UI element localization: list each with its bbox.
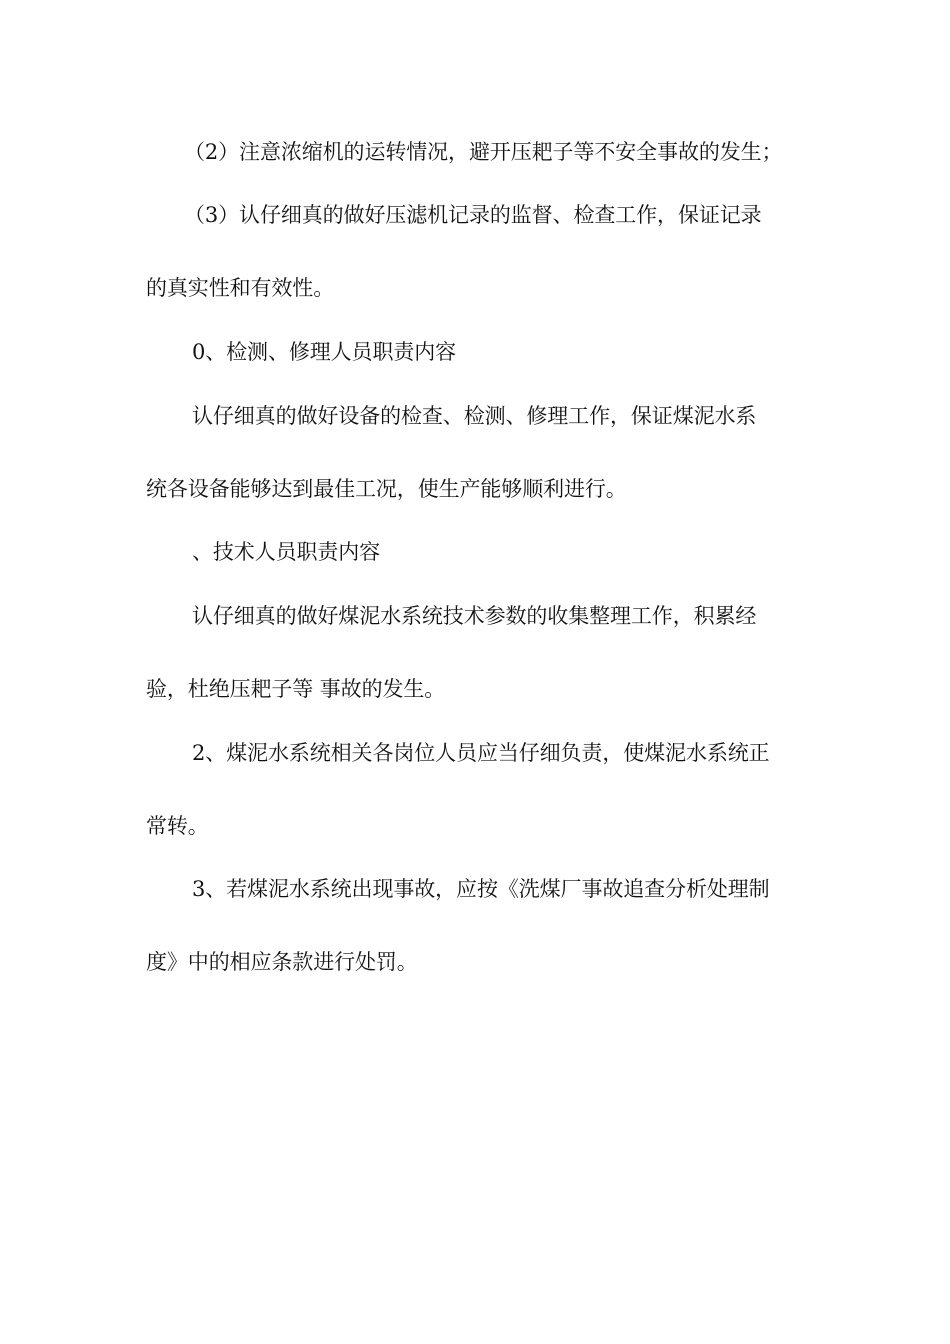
text-line-12: 3、若煤泥水系统出现事故，应按《洗煤厂事故追查分析处理制 — [192, 877, 770, 901]
text-line-11: 常转。 — [146, 814, 209, 838]
text-line-8: 认仔细真的做好煤泥水系统技术参数的收集整理工作，积累经 — [192, 604, 757, 628]
text-line-5: 认仔细真的做好设备的检查、检测、修理工作，保证煤泥水系 — [192, 404, 757, 428]
text-line-2: （3）认仔细真的做好压滤机记录的监督、检查工作，保证记录 — [184, 203, 762, 227]
section-heading-maintenance: 0、检测、修理人员职责内容 — [192, 340, 457, 364]
text-line-10: 2、煤泥水系统相关各岗位人员应当仔细负责，使煤泥水系统正 — [192, 741, 770, 765]
text-line-9: 验，杜绝压耙子等 事故的发生。 — [146, 677, 446, 701]
text-line-1: （2）注意浓缩机的运转情况，避开压耙子等不安全事故的发生； — [184, 140, 783, 164]
section-heading-technical: 、技术人员职责内容 — [192, 540, 381, 564]
text-line-6: 统各设备能够达到最佳工况，使生产能够顺利进行。 — [146, 477, 627, 501]
text-line-13: 度》中的相应条款进行处罚。 — [146, 950, 418, 974]
text-line-3: 的真实性和有效性。 — [146, 276, 335, 300]
